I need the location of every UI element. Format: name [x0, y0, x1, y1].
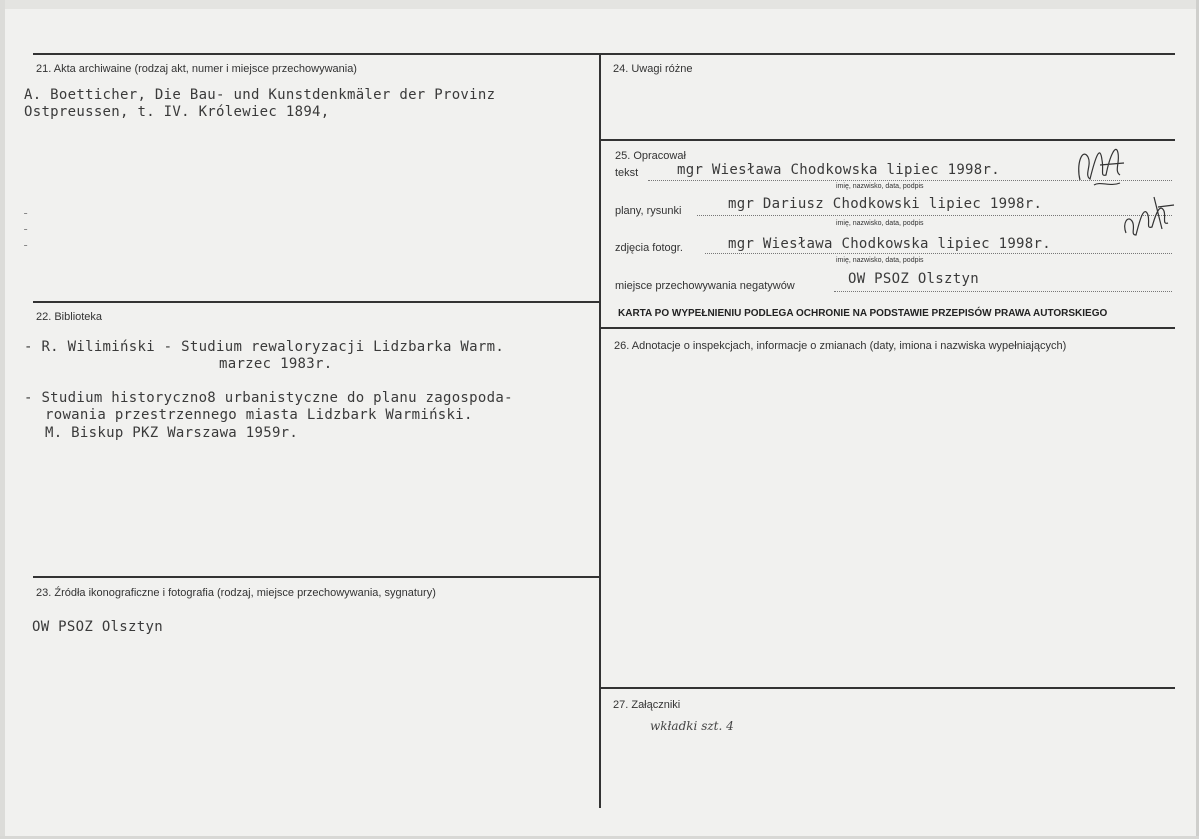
zdjecia-value: mgr Wiesława Chodkowska lipiec 1998r. — [728, 236, 1051, 252]
plany-label: plany, rysunki — [615, 205, 682, 217]
margin-mark: - — [22, 238, 30, 252]
plany-caption: imię, nazwisko, data, podpis — [836, 220, 924, 227]
plany-value: mgr Dariusz Chodkowski lipiec 1998r. — [728, 196, 1043, 212]
tekst-caption: imię, nazwisko, data, podpis — [836, 183, 924, 190]
signature-2 — [1118, 185, 1178, 245]
right-divider-25-26 — [600, 327, 1175, 329]
miejsce-dotted-line — [834, 291, 1172, 292]
tekst-label: tekst — [615, 167, 639, 179]
card-top-edge — [0, 0, 1199, 9]
section-21-text-line-2: Ostpreussen, t. IV. Królewiec 1894, — [24, 104, 330, 120]
miejsce-value: OW PSOZ Olsztyn — [848, 271, 979, 287]
section-22-item-1-line-1: - R. Wilimiński - Studium rewaloryzacji Lidzbarka Warm. — [24, 339, 505, 355]
left-divider-21-22 — [33, 301, 600, 303]
section-24-label: 24. Uwagi różne — [613, 63, 693, 75]
miejsce-label: miejsce przechowywania negatywów — [615, 280, 795, 292]
zdjecia-label: zdjęcia fotogr. — [615, 242, 683, 254]
center-divider — [599, 53, 601, 808]
left-divider-22-23 — [33, 576, 600, 578]
section-22-item-2-line-3: M. Biskup PKZ Warszawa 1959r. — [45, 425, 299, 441]
section-23-value: OW PSOZ Olsztyn — [32, 619, 163, 635]
copyright-notice: KARTA PO WYPEŁNIENIU PODLEGA OCHRONIE NA PODSTAWIE PRZEPISÓW PRAWA AUTORSKIEGO — [618, 308, 1108, 319]
section-22-label: 22. Biblioteka — [36, 311, 103, 323]
section-21-label: 21. Akta archiwaine (rodzaj akt, numer i miejsce przechowywania) — [36, 63, 357, 75]
section-21-text-line-1: A. Boetticher, Die Bau- und Kunstdenkmäler der Provinz — [24, 87, 496, 103]
right-divider-26-27 — [600, 687, 1175, 689]
margin-mark: - — [22, 222, 30, 236]
zdjecia-dotted-line — [705, 253, 1172, 254]
section-22-item-2-line-2: rowania przestrzennego miasta Lidzbark Warmiński. — [45, 407, 473, 423]
margin-mark: - — [22, 206, 30, 220]
section-22-item-2-line-1: - Studium historyczno8 urbanistyczne do planu zagospoda- — [24, 390, 513, 406]
section-25-label: 25. Opracował — [615, 150, 686, 162]
zdjecia-caption: imię, nazwisko, data, podpis — [836, 257, 924, 264]
section-26-label: 26. Adnotacje o inspekcjach, informacje o zmianach (daty, imiona i nazwiska wypełniających) — [614, 340, 1067, 352]
tekst-value: mgr Wiesława Chodkowska lipiec 1998r. — [677, 162, 1000, 178]
section-27-label: 27. Załączniki — [613, 699, 681, 711]
section-27-value: wkładki szt. 4 — [650, 719, 734, 733]
card-left-edge — [0, 0, 5, 839]
plany-dotted-line — [697, 215, 1172, 216]
section-23-label: 23. Źródła ikonograficzne i fotografia (rodzaj, miejsce przechowywania, sygnatury) — [36, 587, 436, 599]
section-22-item-1-line-2: marzec 1983r. — [219, 356, 333, 372]
top-divider — [33, 53, 1175, 55]
